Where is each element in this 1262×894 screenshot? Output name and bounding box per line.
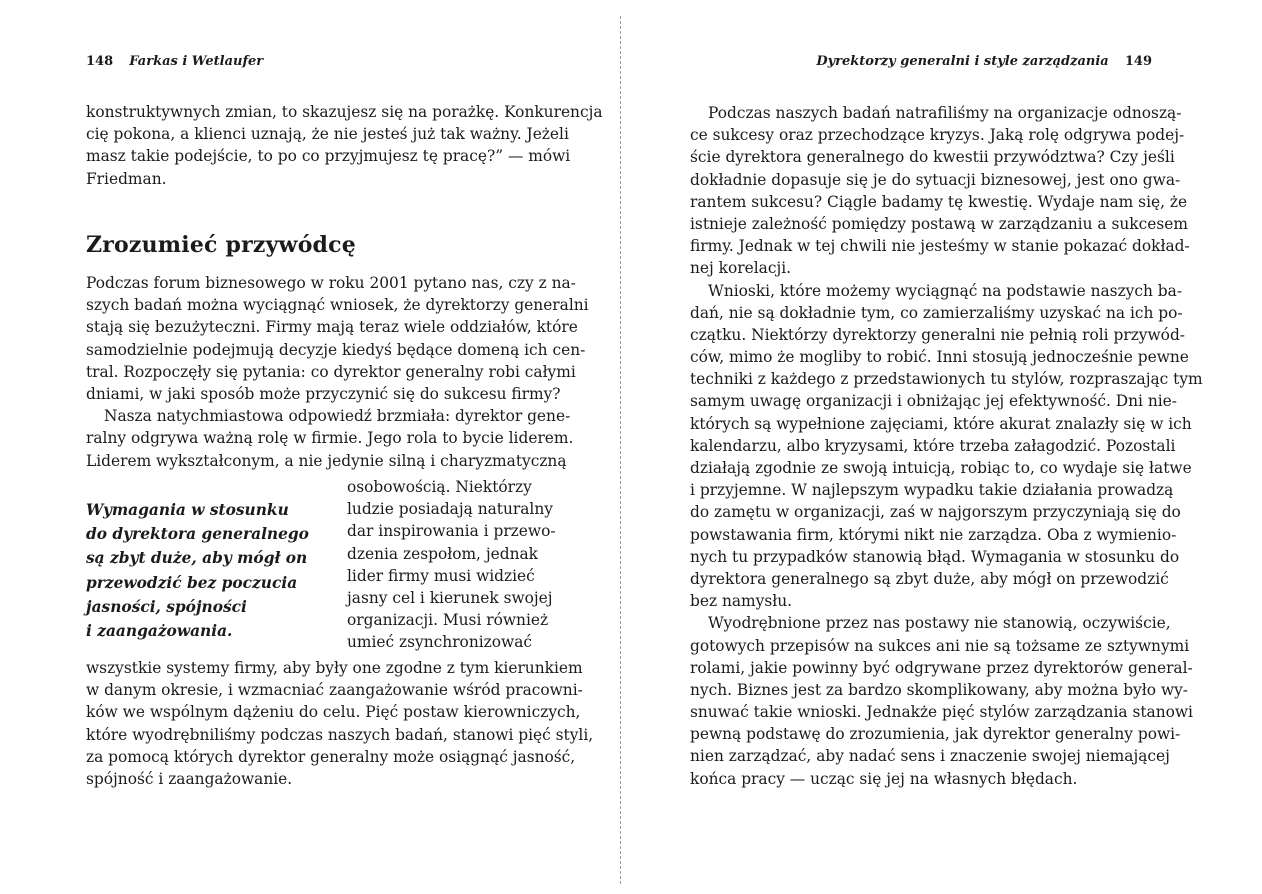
pull-quote bbox=[86, 498, 326, 643]
text-line: szych badań można wyciągnąć wniosek, że dyrektorzy generalni bbox=[86, 296, 589, 315]
text-line: samodzielnie podejmują decyzje kiedyś będące domeną ich cen- bbox=[86, 340, 586, 359]
text-line: Liderem wykształconym, a nie jedynie silną i charyzmatyczną bbox=[86, 451, 567, 470]
text-line: cię pokona, a klienci uznają, że nie jesteś już tak ważny. Jeżeli bbox=[86, 125, 569, 144]
running-head: Dyrektorzy generalni i style zarządzania bbox=[816, 54, 1109, 69]
text-line: Nasza natychmiastowa odpowiedź brzmiała: dyrektor gene- bbox=[104, 407, 571, 426]
paragraph-block bbox=[86, 657, 594, 790]
text-line: nien zarządzać, aby nadać sens i znaczenie swojej niemającej bbox=[690, 747, 1170, 766]
text-line: firmy. Jednak w tej chwili nie jesteśmy w stanie pokazać dokład- bbox=[690, 237, 1190, 256]
text-line: nych. Biznes jest za bardzo skomplikowany, aby można było wy- bbox=[690, 680, 1189, 699]
text-line: ków we wspólnym dążeniu do celu. Pięć postaw kierowniczych, bbox=[86, 703, 581, 722]
paragraph-block bbox=[86, 101, 603, 190]
text-line: ców, mimo że mogliby to robić. Inni stosują jednocześnie pewne bbox=[690, 348, 1189, 367]
text-line: rolami, jakie powinny być odgrywane przez dyrektorów general- bbox=[690, 658, 1193, 677]
text-line: samym uwagę organizacji i obniżając jej efektywność. Dni nie- bbox=[690, 392, 1177, 411]
text-line: stają się bezużyteczni. Firmy mają teraz wiele oddziałów, które bbox=[86, 318, 578, 337]
text-line: umieć zsynchronizować bbox=[347, 633, 532, 652]
text-line: Podczas forum biznesowego w roku 2001 pytano nas, czy z na- bbox=[86, 274, 576, 292]
paragraph-block bbox=[690, 102, 1203, 790]
text-line: jasny cel i kierunek swojej bbox=[347, 588, 553, 607]
pull-quote-line: jasności, spójności bbox=[86, 597, 247, 616]
text-line: dokładnie dopasuje się je do sytuacji biznesowej, jest ono gwa- bbox=[690, 170, 1181, 189]
text-line: Friedman. bbox=[86, 169, 167, 188]
section-heading: Zrozumieć przywódcę bbox=[86, 232, 356, 258]
text-line: dań, nie są dokładnie tym, co zamierzaliśmy uzyskać na ich po- bbox=[690, 303, 1183, 322]
page-number: 148 bbox=[86, 54, 114, 69]
text-line: snuwać takie wnioski. Jednakże pięć stylów zarządzania stanowi bbox=[690, 703, 1193, 722]
text-line: ce sukcesy oraz przechodzące kryzys. Jaką rolę odgrywa podej- bbox=[690, 126, 1185, 145]
text-line: działają zgodnie ze swoją intuicją, robiąc to, co wydaje się łatwe bbox=[690, 459, 1192, 477]
text-line: których są wypełnione zajęciami, które akurat znalazły się w ich bbox=[690, 414, 1192, 433]
text-line: tral. Rozpoczęły się pytania: co dyrektor generalny robi całymi bbox=[86, 362, 576, 381]
text-line: końca pracy — ucząc się jej na własnych błędach. bbox=[690, 769, 1078, 788]
text-line: osobowością. Niektórzy bbox=[347, 478, 532, 496]
text-line: za pomocą których dyrektor generalny może osiągnąć jasność, bbox=[86, 747, 576, 766]
text-line: konstruktywnych zmian, to skazujesz się na porażkę. Konkurencja bbox=[86, 103, 603, 121]
text-line: w danym okresie, i wzmacniać zaangażowanie wśród pracowni- bbox=[86, 681, 583, 700]
text-line: ralny odgrywa ważną rolę w firmie. Jego rola to bycie liderem. bbox=[86, 429, 574, 448]
text-line: nej korelacji. bbox=[690, 259, 792, 278]
page-gutter bbox=[620, 16, 621, 884]
text-line: do zamętu w organizacji, zaś w najgorszym przyczyniają się do bbox=[690, 503, 1181, 522]
text-line: dniami, w jaki sposób może przyczynić się do sukcesu firmy? bbox=[86, 384, 561, 403]
narrow-column bbox=[347, 476, 557, 654]
text-line: wszystkie systemy firmy, aby były one zgodne z tym kierunkiem bbox=[86, 659, 583, 677]
text-line: istnieje zależność pomiędzy postawą w zarządzaniu a sukcesem bbox=[690, 214, 1188, 233]
right-page bbox=[622, 0, 1262, 894]
text-line: dyrektora generalnego są zbyt duże, aby mógł on przewodzić bbox=[690, 569, 1169, 588]
text-line: które wyodrębniliśmy podczas naszych badań, stanowi pięć styli, bbox=[86, 725, 594, 744]
text-line: lider firmy musi widzieć bbox=[347, 566, 535, 585]
page-number: 149 bbox=[1124, 54, 1152, 69]
running-head: Farkas i Wetlaufer bbox=[129, 54, 264, 69]
pull-quote-line: do dyrektora generalnego bbox=[86, 525, 309, 544]
text-line: masz takie podejście, to po co przyjmujesz tę pracę?” — mówi bbox=[86, 147, 571, 166]
text-line: powstawania firm, którymi nikt nie zarządza. Oba z wymienio- bbox=[690, 525, 1177, 544]
right-page-header bbox=[816, 54, 1152, 69]
text-line: dar inspirowania i przewo- bbox=[347, 522, 556, 541]
paragraph-block bbox=[86, 272, 589, 472]
left-page bbox=[0, 0, 620, 894]
pull-quote-line: są zbyt duże, aby mógł on bbox=[86, 549, 308, 568]
text-line: techniki z każdego z przedstawionych tu stylów, rozpraszając tym bbox=[690, 370, 1203, 389]
text-line: kalendarzu, albo kryzysami, które trzeba załagodzić. Pozostali bbox=[690, 436, 1176, 455]
text-line: spójność i zaangażowanie. bbox=[86, 769, 293, 788]
text-line: organizacji. Musi również bbox=[347, 611, 549, 630]
text-line: bez namysłu. bbox=[690, 592, 793, 611]
text-line: ście dyrektora generalnego do kwestii przywództwa? Czy jeśli bbox=[690, 148, 1175, 167]
text-line: ludzie posiadają naturalny bbox=[347, 500, 553, 519]
left-page-header bbox=[86, 54, 263, 69]
text-line: rantem sukcesu? Ciągle badamy tę kwestię. Wydaje nam się, że bbox=[690, 192, 1188, 211]
pull-quote-line: i zaangażowania. bbox=[86, 621, 233, 640]
text-line: nych tu przypadków stanowią błąd. Wymagania w stosunku do bbox=[690, 547, 1180, 566]
text-line: Wnioski, które możemy wyciągnąć na podstawie naszych ba- bbox=[708, 281, 1183, 300]
text-line: czątku. Niektórzy dyrektorzy generalni nie pełnią roli przywód- bbox=[690, 325, 1185, 344]
text-line: dzenia zespołom, jednak bbox=[347, 544, 538, 563]
text-line: pewną podstawę do zrozumienia, jak dyrektor generalny powi- bbox=[690, 725, 1181, 744]
pull-quote-line: przewodzić bez poczucia bbox=[86, 573, 298, 592]
text-line: gotowych przepisów na sukces ani nie są tożsame ze sztywnymi bbox=[690, 636, 1190, 655]
pull-quote-line: Wymagania w stosunku bbox=[86, 501, 289, 519]
text-line: Podczas naszych badań natrafiliśmy na organizacje odnoszą- bbox=[708, 104, 1182, 122]
text-line: Wyodrębnione przez nas postawy nie stanowią, oczywiście, bbox=[708, 614, 1171, 633]
text-line: i przyjemne. W najlepszym wypadku takie działania prowadzą bbox=[690, 481, 1174, 500]
